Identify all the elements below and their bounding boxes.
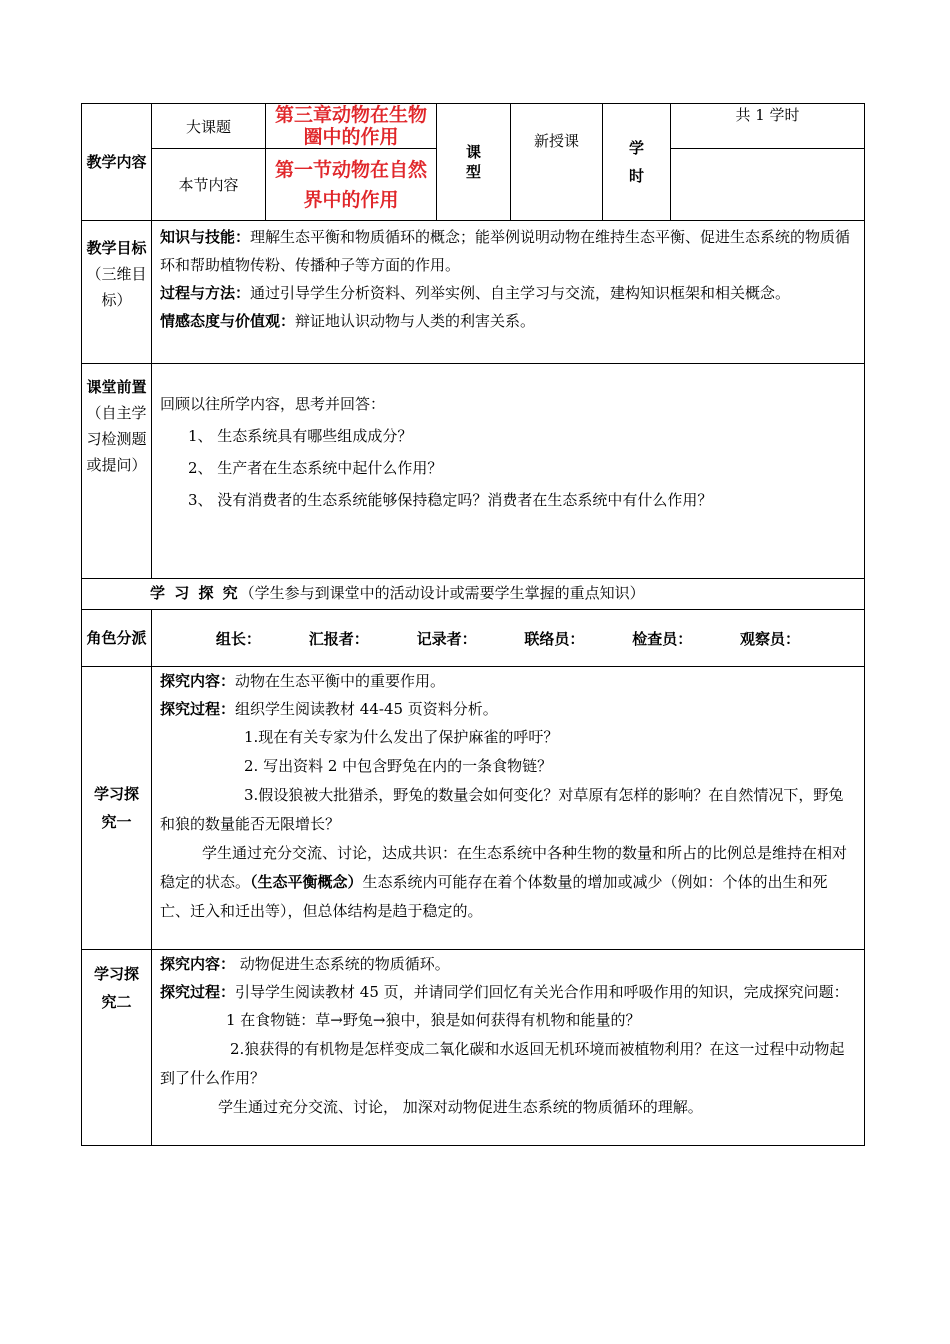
explore2-content: [152, 950, 865, 1146]
explore1-label: 学习探究一: [82, 667, 152, 950]
preclass-intro: 回顾以往所学内容，思考并回答：: [160, 395, 386, 413]
explore1-q3: 3.假设狼被大批猎杀，野兔的数量会如何变化？对草原有怎样的影响？在自然情况下，野兔和狼的数量能否无限增长？: [160, 786, 844, 833]
preclass-q3: 3、 没有消费者的生态系统能够保持稳定吗？消费者在生态系统中有什么作用？: [188, 491, 713, 509]
role-observer: 观察员：: [740, 629, 801, 648]
explore1-q1: 1.现在有关专家为什么发出了保护麻雀的呼吁？: [244, 728, 559, 746]
explore2-summary: 学生通过充分交流、讨论， 加深对动物促进生态系统的物质循环的理解。: [218, 1098, 703, 1116]
preclass-label: 课堂前置（自主学习检测题或提问）: [82, 364, 152, 579]
big-topic-value: 第三章动物在生物圈中的作用: [266, 104, 437, 149]
hours-value: 共 1 学时: [671, 104, 865, 149]
lesson-plan-table: [81, 103, 865, 1146]
explore1-topic: 探究内容：动物在生态平衡中的重要作用。: [160, 672, 446, 690]
hours-blank-cell: [671, 149, 865, 221]
explore2-q1: 1 在食物链：草→野兔→狼中，狼是如何获得有机物和能量的？: [226, 1011, 641, 1029]
role-leader: 组长：: [215, 629, 261, 648]
role-checker: 检查员：: [632, 629, 693, 648]
process-method: 过程与方法：通过引导学生分析资料、列举实例、自主学习与交流，建构知识框架和相关概念。: [160, 284, 791, 302]
explore2-q2: 2.狼获得的有机物是怎样变成二氧化碳和水返回无机环境而被植物利用？在这一过程中动物起到了什么作用？: [160, 1040, 845, 1087]
preclass-content: [152, 364, 865, 579]
preclass-q2: 2、 生产者在生态系统中起什么作用？: [188, 459, 443, 477]
teach-content-label: 教学内容: [82, 104, 152, 221]
class-type-value: 新授课: [511, 104, 603, 221]
explore1-content: [152, 667, 865, 950]
roles-row: [152, 610, 865, 667]
objectives-content: [152, 221, 865, 364]
preclass-q1: 1、 生态系统具有哪些组成成分？: [188, 427, 413, 445]
knowledge-skill: 知识与技能：理解生态平衡和物质循环的概念；能举例说明动物在维持生态平衡、促进生态系统的物质循环和帮助植物传粉、传播种子等方面的作用。: [160, 228, 851, 274]
roles-label: 角色分派: [82, 610, 152, 667]
explore2-topic: 探究内容： 动物促进生态系统的物质循环。: [160, 955, 450, 973]
role-liaison: 联络员：: [524, 629, 585, 648]
hours-label: 学时: [603, 104, 671, 221]
emotion-value: 情感态度与价值观：辩证地认识动物与人类的利害关系。: [160, 312, 536, 330]
explore-header: 学 习 探 究（学生参与到课堂中的活动设计或需要学生掌握的重点知识）: [82, 579, 865, 610]
objectives-label: 教学目标 （三维目标）: [82, 221, 152, 364]
class-type-label: 课型: [437, 104, 511, 221]
role-recorder: 记录者：: [416, 629, 477, 648]
role-reporter: 汇报者：: [308, 629, 369, 648]
explore1-process: 探究过程：组织学生阅读教材 44-45 页资料分析。: [160, 700, 498, 718]
big-topic-label: 大课题: [152, 104, 266, 149]
explore1-q2: 2. 写出资料 2 中包含野兔在内的一条食物链？: [244, 757, 553, 775]
section-value: 第一节动物在自然界中的作用: [266, 149, 437, 221]
explore2-process: 探究过程：引导学生阅读教材 45 页，并请同学们回忆有关光合作用和呼吸作用的知识，完成探究问题：: [160, 983, 849, 1001]
section-label: 本节内容: [152, 149, 266, 221]
explore1-consensus: 学生通过充分交流、讨论，达成共识：在生态系统中各种生物的数量和所占的比例总是维持在相对稳定的状态。（生态平衡概念）生态系统内可能存在着个体数量的增加或减少（例如：个体的出生和死亡、迁入和迁出等），但总体结构是趋于稳定的。: [160, 844, 848, 920]
explore2-label: 学习探究二: [82, 950, 152, 1146]
